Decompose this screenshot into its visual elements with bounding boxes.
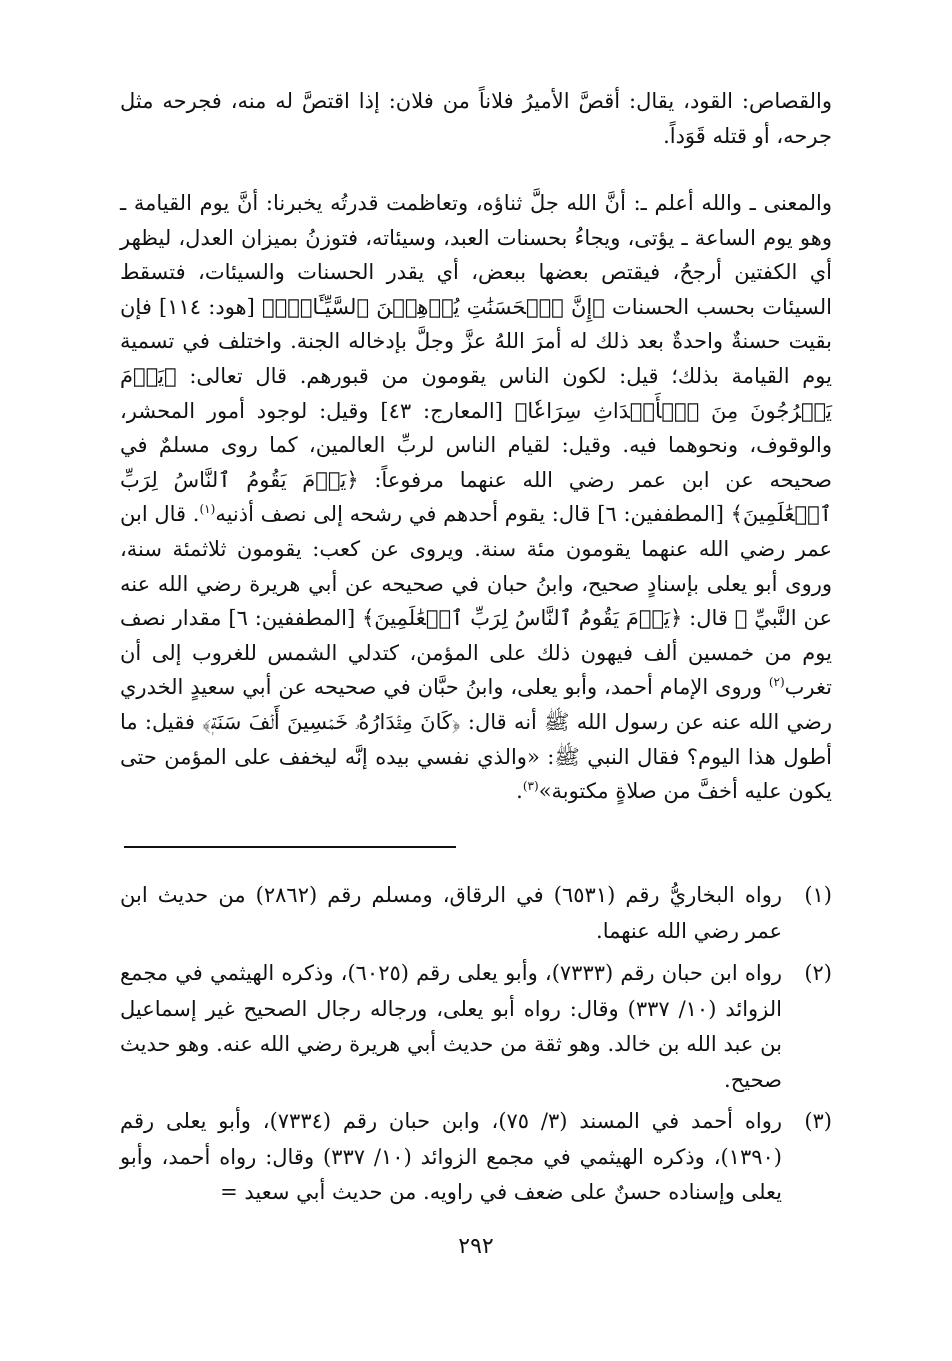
paragraph-text: وروى الإمام أحمد، وأبو يعلى، وابنُ حبَّان في صحيحه عن أبي سعيدٍ الخدري رضي الله عنه عن رسول الله ﷺ أنه قال: ﴿كَانَ مِقۡدَارُهُۥ خَمۡسِينَ أَلۡفَ سَنَةٖ﴾ فقيل: ما أطول هذا اليوم؟ فقال النبي ﷺ: «والذي نفسي بيده إنَّه ليخفف على المؤمن حتى يكون عليه أخفَّ من صلاةٍ مكتوبة»: [120, 675, 832, 804]
footnote-1: [120, 878, 832, 949]
footnote-3: [120, 1104, 832, 1211]
paragraph-judgment-day: والمعنى ـ والله أعلم ـ: أنَّ الله جلَّ ثناؤه، وتعاظمت قدرتُه يخبرنا: أنَّ يوم القيامة ـ وهو يوم الساعة ـ يؤتى، ويجاءُ بحسنات العبد، وسيئاته، فتوزنُ بميزان العدل، ليظهر أي الكفتين أرجحُ، فيقتص بعضها ببعض، أي يقدر الحسنات والسيئات، فتسقط السيئات بحسب الحسنات ﴿إِنَّ ٱلۡحَسَنَٰتِ يُذۡهِبۡنَ ٱلسَّيِّـَٔاتِۚ﴾ [هود: ١١٤] فإن بقيت حسنةٌ واحدةٌ بعد ذلك له أمرَ اللهُ عزَّ وجلَّ بإدخاله الجنة. واختلف في تسمية يوم القيامة بذلك؛ قيل: لكون الناس يقومون من قبورهم. قال تعالى: ﴿يَوۡمَ يَخۡرُجُونَ مِنَ ٱلۡأَجۡدَاثِ سِرَاعٗا﴾ [المعارج: ٤٣] وقيل: لوجود أمور المحشر، والوقوف، ونحوهما فيه. وقيل: لقيام الناس لربِّ العالمين، كما روى مسلمٌ في صحيحه عن ابن عمر رضي الله عنهما مرفوعاً: ﴿يَوۡمَ يَقُومُ ٱلنَّاسُ لِرَبِّ ٱلۡعَٰلَمِينَ﴾ [المطففين: ٦] قال: يقوم أحدهم في رشحه إلى نصف أذنيه$^{(١)}$. قال ابن عمر رضي الله عنهما يقومون مئة سنة. ويروى عن كعب: يقومون ثلاثمئة سنة، وروى أبو يعلى بإسنادٍ صحيح، وابنُ حبان في صحيحه عن أبي هريرة رضي الله عنه عن النَّبيِّ ﷺ قال: ﴿يَوۡمَ يَقُومُ ٱلنَّاسُ لِرَبِّ ٱلۡعَٰلَمِينَ﴾ [المطففين: ٦] مقدار نصف يوم من خمسين ألف فيهون ذلك على المؤمن، كتدلي الشمس للغروب إلى أن تغرب$^{(٢)}$ وروى الإمام أحمد، وأبو يعلى، وابنُ حبَّان في صحيحه عن أبي سعيدٍ الخدري رضي الله عنه عن رسول الله ﷺ أنه قال: ﴿كَانَ مِقۡدَارُهُۥ خَمۡسِينَ أَلۡفَ سَنَةٖ﴾ فقيل: ما أطول هذا اليوم؟ فقال النبي ﷺ: «والذي نفسي بيده إنَّه ليخفف على المؤمن حتى يكون عليه أخفَّ من صلاةٍ مكتوبة»$^{(٣)}$.: [120, 191, 833, 804]
footnote-marker-3: (٣): [522, 779, 539, 794]
footnote-marker-1: (١): [199, 502, 216, 517]
footnote-number: (١): [804, 883, 832, 907]
paragraph-text: قال ابن عمر رضي الله عنهما يقومون مئة سنة. ويروى عن كعب: يقومون ثلاثمئة سنة، وروى أبو يعلى بإسنادٍ صحيح، وابنُ حبان في صحيحه عن أبي هريرة رضي الله عنه عن النَّبيِّ ﷺ قال: ﴿يَوۡمَ يَقُومُ ٱلنَّاسُ لِرَبِّ ٱلۡعَٰلَمِينَ﴾ [المطففين: ٦] مقدار نصف يوم من خمسين ألف فيهون ذلك على المؤمن، كتدلي الشمس للغروب إلى أن تغرب: [120, 502, 832, 700]
footnote-2: [120, 956, 832, 1098]
footnote-text: رواه أحمد في المسند (٣/ ٧٥)، وابن حبان رقم (٧٣٣٤)، وأبو يعلى رقم (١٣٩٠)، وذكره الهيثمي في مجمع الزوائد (١٠/ ٣٣٧) وقال: رواه أحمد، وأبو يعلى وإسناده حسنٌ على ضعف في راويه. من حديث أبي سعيد =: [120, 1109, 782, 1204]
footnote-number: (٢): [804, 961, 832, 985]
paragraph-end: .: [516, 779, 523, 804]
paragraph-text: والمعنى ـ والله أعلم ـ: أنَّ الله جلَّ ثناؤه، وتعاظمت قدرتُه يخبرنا: أنَّ يوم القيامة ـ وهو يوم الساعة ـ يؤتى، ويجاءُ بحسنات العبد، وسيئاته، فتوزنُ بميزان العدل، ليظهر أي الكفتين أرجحُ، فيقتص بعضها ببعض، أي يقدر الحسنات والسيئات، فتسقط السيئات بحسب الحسنات ﴿إِنَّ ٱلۡحَسَنَٰتِ يُذۡهِبۡنَ ٱلسَّيِّـَٔاتِۚ﴾ [هود: ١١٤] فإن بقيت حسنةٌ واحدةٌ بعد ذلك له أمرَ اللهُ عزَّ وجلَّ بإدخاله الجنة. واختلف في تسمية يوم القيامة بذلك؛ قيل: لكون الناس يقومون من قبورهم. قال تعالى: ﴿يَوۡمَ يَخۡرُجُونَ مِنَ ٱلۡأَجۡدَاثِ سِرَاعٗا﴾ [المعارج: ٤٣] وقيل: لوجود أمور المحشر، والوقوف، ونحوهما فيه. وقيل: لقيام الناس لربِّ العالمين، كما روى مسلمٌ في صحيحه عن ابن عمر رضي الله عنهما مرفوعاً: ﴿يَوۡمَ يَقُومُ ٱلنَّاسُ لِرَبِّ ٱلۡعَٰلَمِينَ﴾ [المطففين: ٦] قال: يقوم أحدهم في رشحه إلى نصف أذنيه: [120, 191, 833, 527]
paragraph-text: والقصاص: القود، يقال: أقصَّ الأميرُ فلاناً من فلان: إذا اقتصَّ له منه، فجرحه مثل جرحه، أو قتله قَوَداً.: [120, 89, 832, 148]
paragraph-qisas-definition: [120, 84, 832, 153]
footnote-number: (٣): [804, 1109, 832, 1133]
footnote-text: رواه ابن حبان رقم (٧٣٣٣)، وأبو يعلى رقم (٦٠٢٥)، وذكره الهيثمي في مجمع الزوائد (١٠/ ٣٣٧) وقال: رواه أبو يعلى، ورجاله رجال الصحيح غير إسماعيل بن عبد الله بن خالد. وهو ثقة من حديث أبي هريرة رضي الله عنه. وهو حديث صحيح.: [120, 961, 782, 1092]
page-number: ٢٩٢: [458, 1234, 494, 1259]
footnote-text: رواه البخاريُّ رقم (٦٥٣١) في الرقاق، ومسلم رقم (٢٨٦٢) من حديث ابن عمر رضي الله عنهما.: [120, 883, 782, 943]
footnote-separator: [124, 846, 456, 848]
footnote-marker-2: (٢): [768, 675, 785, 690]
